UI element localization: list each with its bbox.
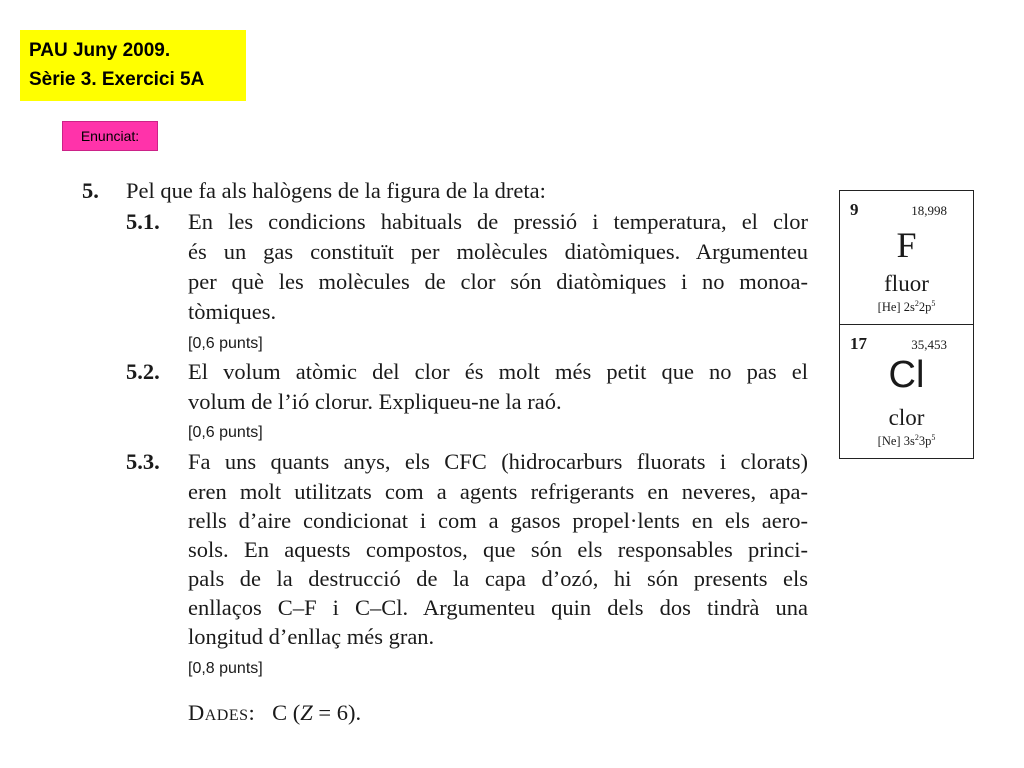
part-text-line: El volum atòmic del clor és molt més petit que no pas el <box>188 359 808 384</box>
data-line <box>188 698 361 728</box>
config-core: [He] 2s <box>877 300 915 314</box>
data-label: Dades: <box>188 700 256 725</box>
config-superscript: 5 <box>931 298 936 308</box>
part-text-line: és un gas constituït per molècules diatòmiques. Argumenteu <box>188 239 808 264</box>
part-text-line: tòmiques. <box>188 299 277 324</box>
part-number: 5.1. <box>126 209 160 234</box>
exercise-number: 5. <box>82 178 99 203</box>
atomic-mass: 18,998 <box>911 203 947 218</box>
part-points: [0,6 punts] <box>188 335 263 352</box>
part-text-line: rells d’aire condicionat i com a gasos propel·lents en els aero- <box>188 508 808 533</box>
exam-title-box <box>20 30 246 101</box>
periodic-table-fragment <box>839 190 974 459</box>
data-carbon: C ( <box>272 700 301 725</box>
config-superscript: 5 <box>931 432 936 442</box>
config-superscript: 2 <box>914 298 919 308</box>
part-text-line: eren molt utilitzats com a agents refrigerants en neveres, apa- <box>188 479 808 504</box>
part-text-line: longitud d’enllaç més gran. <box>188 624 435 649</box>
element-cell-chlorine <box>840 325 973 458</box>
config-orbital: 3p <box>918 434 932 448</box>
element-symbol: Cl <box>888 354 925 396</box>
exam-title-line2: Sèrie 3. Exercici 5A <box>29 69 205 90</box>
part-text-line: En les condicions habituals de pressió i temperatura, el clor <box>188 209 808 234</box>
atomic-number: 9 <box>850 200 859 219</box>
part-points: [0,6 punts] <box>188 424 263 441</box>
config-orbital: 2p <box>918 300 932 314</box>
element-cell-fluorine <box>840 191 973 325</box>
part-number: 5.3. <box>126 449 160 474</box>
data-z-value: = 6). <box>312 700 362 725</box>
part-text-line: enllaços C–F i C–Cl. Argumenteu quin dels dos tindrà una <box>188 595 808 620</box>
atomic-mass: 35,453 <box>911 337 947 352</box>
part-number: 5.2. <box>126 359 160 384</box>
part-text-line: Fa uns quants anys, els CFC (hidrocarburs fluorats i clorats) <box>188 449 808 474</box>
enunciat-label: Enunciat: <box>62 121 158 151</box>
part-text-line: volum de l’ió clorur. Expliqueu-ne la raó. <box>188 389 562 414</box>
electron-configuration <box>840 434 973 449</box>
part-text-line: sols. En aquests compostos, que són els responsables princi- <box>188 537 808 562</box>
part-text-line: pals de la destrucció de la capa d’ozó, hi són presents els <box>188 566 808 591</box>
part-points: [0,8 punts] <box>188 660 263 677</box>
exam-title-line1: PAU Juny 2009. <box>29 40 171 61</box>
config-core: [Ne] 3s <box>877 434 915 448</box>
atomic-number: 17 <box>850 334 867 353</box>
element-name: clor <box>888 405 925 430</box>
exercise-intro: Pel que fa als halògens de la figura de la dreta: <box>126 178 546 203</box>
config-superscript: 2 <box>914 432 919 442</box>
electron-configuration <box>840 300 973 315</box>
element-symbol: F <box>896 225 917 265</box>
part-text-line: per què les molècules de clor són diatòmiques i no monoa- <box>188 269 808 294</box>
element-name: fluor <box>884 271 929 296</box>
data-z-symbol: Z <box>300 700 313 725</box>
